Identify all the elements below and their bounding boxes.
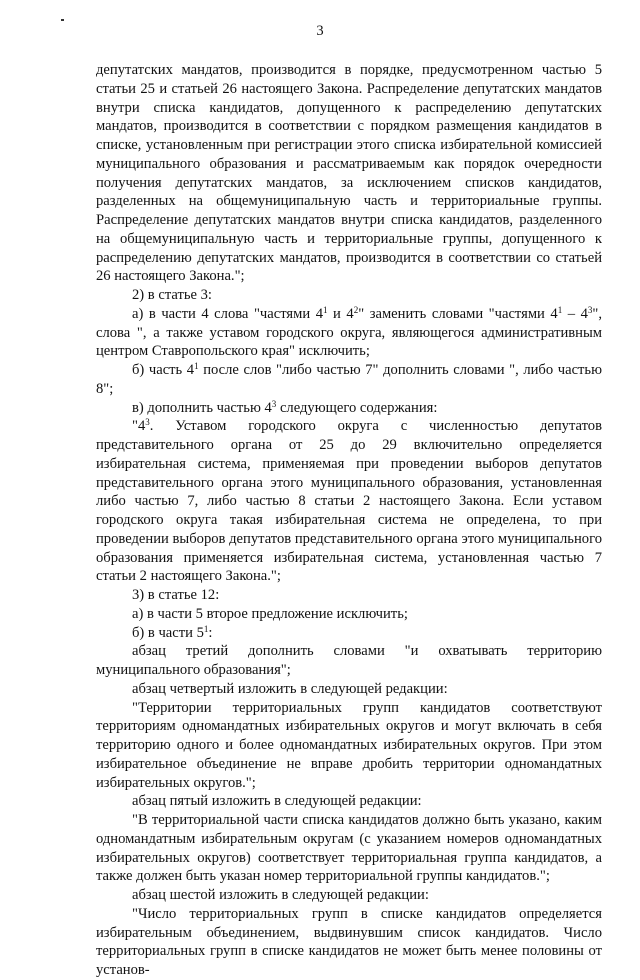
text-run: в) дополнить частью 4 — [132, 399, 272, 416]
text-run: б) часть 4 — [132, 362, 195, 378]
text-run: а) в части 5 второе предложение исключить; — [132, 605, 408, 622]
superscript: 3 — [271, 398, 277, 409]
text-run: " заменить словами "частями 4 — [358, 305, 558, 322]
text-run: 2) в статье 3: — [132, 287, 212, 303]
document-body — [96, 61, 602, 980]
superscript: 1 — [203, 623, 209, 634]
text-run: 3) в статье 12: — [132, 587, 220, 603]
paragraph — [96, 792, 602, 811]
paragraph — [96, 286, 602, 305]
text-run: "4 — [132, 418, 146, 435]
paragraph — [96, 642, 602, 680]
scan-speck — [61, 19, 64, 21]
paragraph — [96, 305, 602, 361]
text-run: . Уставом городского округа с численностью депутатов представительного органа от 25 до 29 включительно определяется избирательная система, применяемая при проведении выборов депутатов представительного органа этого муниципального образования, установленная либо частью 7, либо частью 8 статьи 2 настоящего Закона. Если уставом городского округа такая избирательная система не определена, то при проведении выборов депутатов представительного органа этого муниципального образования применяется избирательная система, установленная частью 7 статьи 2 настоящего Закона."; — [96, 418, 602, 585]
paragraph — [96, 624, 602, 643]
paragraph — [96, 361, 602, 399]
text-run: депутатских мандатов, производится в порядке, предусмотренном частью 5 статьи 25 и статьей 26 настоящего Закона. Распределение депутатских мандатов внутри списка кандидатов, допущенного к распределению депутатских мандатов, производится в соответствии с порядком размещения кандидатов в списке, установленным при регистрации этого списка избирательной комиссией муниципального образования и рассматриваемым как порядок очередности получения депутатских мандатов, за исключением списков кандидатов, разделенных на общемуниципальную часть и территориальные группы. Распределение депутатских мандатов внутри списка кандидатов, разделенного на общемуниципальную часть и территориальные группы, допущенного к распределению депутатских мандатов, производится в соответствии со статьей 26 настоящего Закона."; — [96, 62, 602, 285]
superscript: 1 — [194, 361, 199, 371]
paragraph — [96, 905, 602, 980]
text-run: и 4 — [327, 305, 354, 322]
paragraph — [96, 699, 602, 793]
text-run: б) в части 5 — [132, 624, 204, 641]
text-run: ", слова ", а также уставом городского округа, являющегося административным центром Ставропольского края" исключить; — [96, 305, 603, 360]
text-run: абзац шестой изложить в следующей редакции: — [132, 887, 429, 903]
text-run: "Число территориальных групп в списке кандидатов определяется избирательным объединением, выдвинувшим список кандидатов. Число территориальных групп в списке кандидатов не может быть менее половины от установ- — [96, 905, 602, 978]
superscript: 2 — [353, 304, 359, 315]
text-run: "Территории территориальных групп кандидатов соответствуют территориям одномандатных избирательных округов и могут включать в себя территорию одного и более одномандатных избирательных округов. При этом избирательное объединение не вправе дробить территории одномандатных избирательных округов."; — [96, 699, 602, 791]
superscript: 3 — [587, 304, 593, 315]
text-run: – 4 — [562, 305, 588, 322]
text-run: после слов "либо частью 7" дополнить словами ", либо частью 8"; — [96, 362, 602, 397]
superscript: 1 — [557, 304, 563, 315]
paragraph — [96, 417, 602, 586]
paragraph — [96, 886, 602, 905]
text-run: следующего содержания: — [276, 399, 438, 416]
page-number: 3 — [316, 23, 324, 39]
paragraph — [96, 811, 602, 886]
superscript: 3 — [145, 417, 150, 428]
superscript: 1 — [323, 304, 328, 315]
text-run: абзац третий дополнить словами "и охватывать территорию муниципального образования"; — [96, 643, 602, 678]
text-run: "В территориальной части списка кандидатов должно быть указано, каким одномандатным избирательным округам (с указанием номеров одномандатных избирательных округов) соответствует территориальная группа кандидатов, а также должен быть указан номер территориальной группы кандидатов."; — [96, 812, 602, 885]
paragraph — [96, 680, 602, 699]
text-run: абзац пятый изложить в следующей редакции: — [132, 793, 422, 810]
paragraph — [96, 605, 602, 624]
paragraph — [96, 61, 602, 286]
text-run: а) в части 4 слова "частями 4 — [132, 305, 323, 322]
paragraph — [96, 586, 602, 605]
text-run: абзац четвертый изложить в следующей редакции: — [132, 680, 448, 697]
text-run: : — [208, 624, 213, 641]
paragraph — [96, 399, 602, 418]
